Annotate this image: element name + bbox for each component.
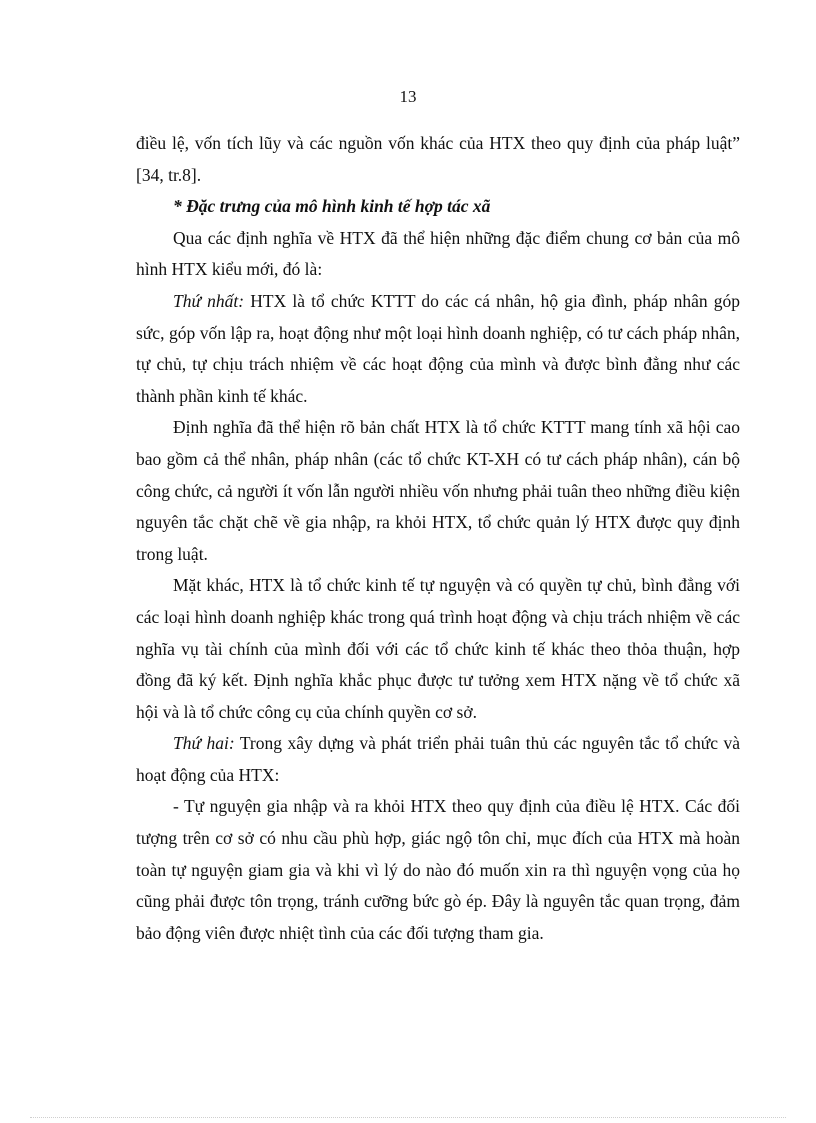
document-body — [136, 128, 740, 949]
footer-divider — [30, 1117, 786, 1118]
paragraph-second-feature — [136, 728, 740, 791]
paragraph-autonomy: Mặt khác, HTX là tổ chức kinh tế tự nguyện và có quyền tự chủ, bình đẳng với các loại hình doanh nghiệp khác trong quá trình hoạt động và chịu trách nhiệm về các nghĩa vụ tài chính của mình đối với các tổ chức kinh tế khác theo thỏa thuận, hợp đồng đã ký kết. Định nghĩa khắc phục được tư tưởng xem HTX nặng về tổ chức xã hội và là tổ chức công cụ của chính quyền cơ sở. — [136, 575, 740, 722]
section-heading: * Đặc trưng của mô hình kinh tế hợp tác xã — [173, 196, 491, 217]
paragraph-definition-nature: Định nghĩa đã thể hiện rõ bản chất HTX là tổ chức KTTT mang tính xã hội cao bao gồm cả thể nhân, pháp nhân (các tổ chức KT-XH có tư cách pháp nhân), cán bộ công chức, cả người ít vốn lẫn người nhiều vốn nhưng phải tuân theo những điều kiện nguyên tắc chặt chẽ về gia nhập, ra khỏi HTX, tổ chức quản lý HTX được quy định trong luật. — [136, 417, 740, 564]
paragraph-intro: Qua các định nghĩa về HTX đã thể hiện những đặc điểm chung cơ bản của mô hình HTX kiểu mới, đó là: — [136, 227, 740, 280]
paragraph-lead-label: Thứ hai: — [173, 733, 235, 754]
paragraph-text: Trong xây dựng và phát triển phải tuân thủ các nguyên tắc tổ chức và hoạt động của HTX: — [136, 733, 740, 785]
paragraph-continuation: điều lệ, vốn tích lũy và các nguồn vốn khác của HTX theo quy định của pháp luật” [34, tr.8]. — [136, 133, 740, 185]
page-number: 13 — [399, 87, 417, 106]
paragraph-text: HTX là tổ chức KTTT do các cá nhân, hộ gia đình, pháp nhân góp sức, góp vốn lập ra, hoạt động như một loại hình doanh nghiệp, có tư cách pháp nhân, tự chủ, tự chịu trách nhiệm về các hoạt động của mình và được bình đẳng như các thành phần kinh tế khác. — [136, 290, 741, 406]
paragraph-lead-label: Thứ nhất: — [173, 290, 245, 311]
paragraph-voluntary-principle: - Tự nguyện gia nhập và ra khỏi HTX theo quy định của điều lệ HTX. Các đối tượng trên cơ sở có nhu cầu phù hợp, giác ngộ tôn chỉ, mục đích của HTX mà hoàn toàn tự nguyện giam gia và khi vì lý do nào đó muốn xin ra thì nguyện vọng của họ cũng phải được tôn trọng, tránh cưỡng bức gò ép. Đây là nguyên tắc quan trọng, đảm bảo động viên được nhiệt tình của các đối tượng tham gia. — [136, 796, 740, 943]
paragraph-first-feature — [136, 286, 740, 412]
